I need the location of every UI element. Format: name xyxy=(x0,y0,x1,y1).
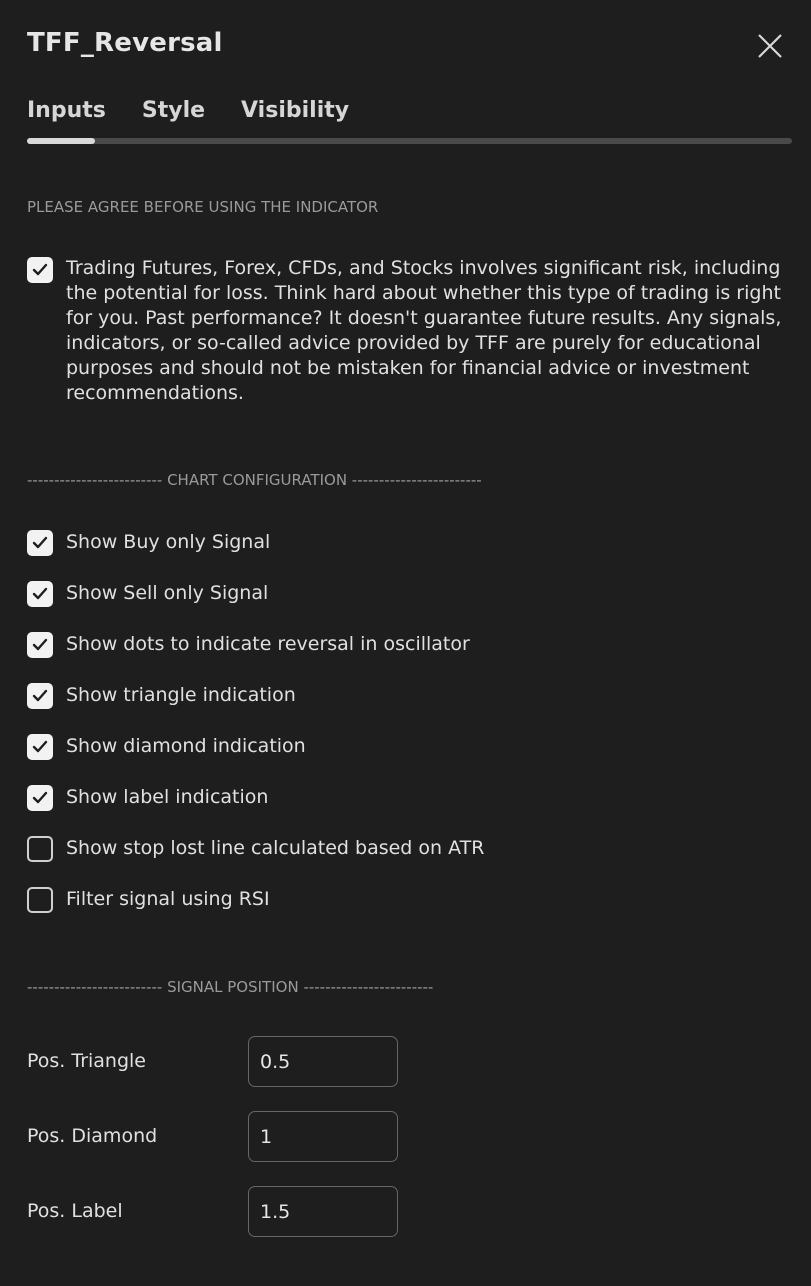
check-icon xyxy=(32,638,48,652)
option-checkbox[interactable] xyxy=(27,581,53,607)
check-icon xyxy=(32,740,48,754)
option-label[interactable]: Show Buy only Signal xyxy=(66,531,271,553)
check-icon xyxy=(32,791,48,805)
tab-inputs[interactable]: Inputs xyxy=(27,98,106,123)
pos-label-input[interactable] xyxy=(248,1186,398,1237)
option-label[interactable]: Filter signal using RSI xyxy=(66,888,270,910)
tab-track xyxy=(27,138,792,144)
tab-bar xyxy=(27,98,385,123)
close-icon xyxy=(754,30,786,62)
pos-diamond-label: Pos. Diamond xyxy=(27,1125,158,1147)
section-signal-position-heading: ------------------------- SIGNAL POSITION ------------------------ xyxy=(27,978,434,996)
agreement-text: Trading Futures, Forex, CFDs, and Stocks involves significant risk, including the potential for loss. Think hard about whether this type of trading is right for you. Past performance? It doesn't guarantee future results. Any signals, indicators, or so-called advice provided by TFF are purely for educational purposes and should not be mistaken for financial advice or investment recommendations. xyxy=(66,257,782,404)
close-button[interactable] xyxy=(754,30,786,62)
check-icon xyxy=(32,689,48,703)
option-checkbox[interactable] xyxy=(27,887,53,913)
option-checkbox[interactable] xyxy=(27,785,53,811)
check-icon xyxy=(32,536,48,550)
option-label[interactable]: Show label indication xyxy=(66,786,269,808)
pos-label-label: Pos. Label xyxy=(27,1200,123,1222)
check-icon xyxy=(32,263,48,277)
check-icon xyxy=(32,587,48,601)
option-label[interactable]: Show diamond indication xyxy=(66,735,306,757)
option-label[interactable]: Show dots to indicate reversal in oscillator xyxy=(66,633,470,655)
pos-triangle-label: Pos. Triangle xyxy=(27,1050,147,1072)
tab-style[interactable]: Style xyxy=(141,98,206,123)
pos-diamond-input[interactable] xyxy=(248,1111,398,1162)
option-label[interactable]: Show triangle indication xyxy=(66,684,296,706)
option-checkbox[interactable] xyxy=(27,836,53,862)
option-label[interactable]: Show stop lost line calculated based on ATR xyxy=(66,837,485,859)
page-title: TFF_Reversal xyxy=(27,28,223,58)
section-agreement-heading: PLEASE AGREE BEFORE USING THE INDICATOR xyxy=(27,198,379,216)
option-checkbox[interactable] xyxy=(27,683,53,709)
section-chart-configuration-heading: ------------------------- CHART CONFIGURATION ------------------------ xyxy=(27,471,482,489)
tab-active-indicator xyxy=(27,138,95,144)
pos-triangle-input[interactable] xyxy=(248,1036,398,1087)
option-label[interactable]: Show Sell only Signal xyxy=(66,582,269,604)
agreement-checkbox[interactable] xyxy=(27,257,53,283)
option-checkbox[interactable] xyxy=(27,734,53,760)
option-checkbox[interactable] xyxy=(27,530,53,556)
option-checkbox[interactable] xyxy=(27,632,53,658)
tab-visibility[interactable]: Visibility xyxy=(241,98,350,123)
